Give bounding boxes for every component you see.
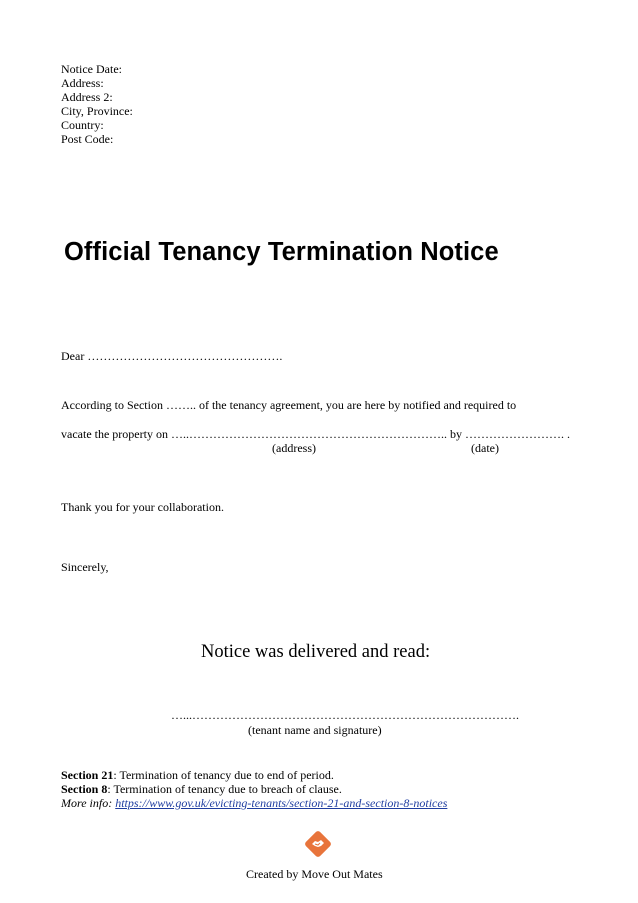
section-21-label: Section 21 xyxy=(61,768,114,782)
address2-label: Address 2: xyxy=(61,90,113,104)
thanks-text: Thank you for your collaboration. xyxy=(61,500,224,514)
country-label: Country: xyxy=(61,118,104,132)
delivery-heading: Notice was delivered and read: xyxy=(201,642,431,662)
notice-date-label: Notice Date: xyxy=(61,62,122,76)
section-8-text: : Termination of tenancy due to breach of clause. xyxy=(107,782,342,796)
document-title: Official Tenancy Termination Notice xyxy=(64,238,499,266)
address-label: Address: xyxy=(61,76,104,90)
closing-text: Sincerely, xyxy=(61,560,109,574)
handshake-icon xyxy=(303,829,333,864)
signature-line: …...………………………………………………………………………. xyxy=(171,708,519,722)
paragraph-line-2: vacate the property on …..……………………………………………………….. by ……………………. . xyxy=(61,427,570,441)
city-province-label: City, Province: xyxy=(61,104,133,118)
section-8-label: Section 8 xyxy=(61,782,108,796)
signature-caption: (tenant name and signature) xyxy=(248,723,382,737)
more-info-label: More info: xyxy=(61,796,116,810)
more-info-link[interactable]: https://www.gov.uk/evicting-tenants/section-21-and-section-8-notices xyxy=(115,796,448,810)
more-info-note xyxy=(61,796,447,810)
post-code-label: Post Code: xyxy=(61,132,114,146)
section-8-note xyxy=(61,782,342,796)
address-header xyxy=(61,62,133,146)
salutation: Dear …………………………………………. xyxy=(61,349,283,363)
date-caption: (date) xyxy=(471,441,499,455)
paragraph-line-1: According to Section …….. of the tenancy agreement, you are here by notified and required to xyxy=(61,398,517,412)
section-21-note xyxy=(61,768,334,782)
address-caption: (address) xyxy=(272,441,316,455)
footer-credit: Created by Move Out Mates xyxy=(246,867,383,881)
section-21-text: : Termination of tenancy due to end of period. xyxy=(113,768,334,782)
